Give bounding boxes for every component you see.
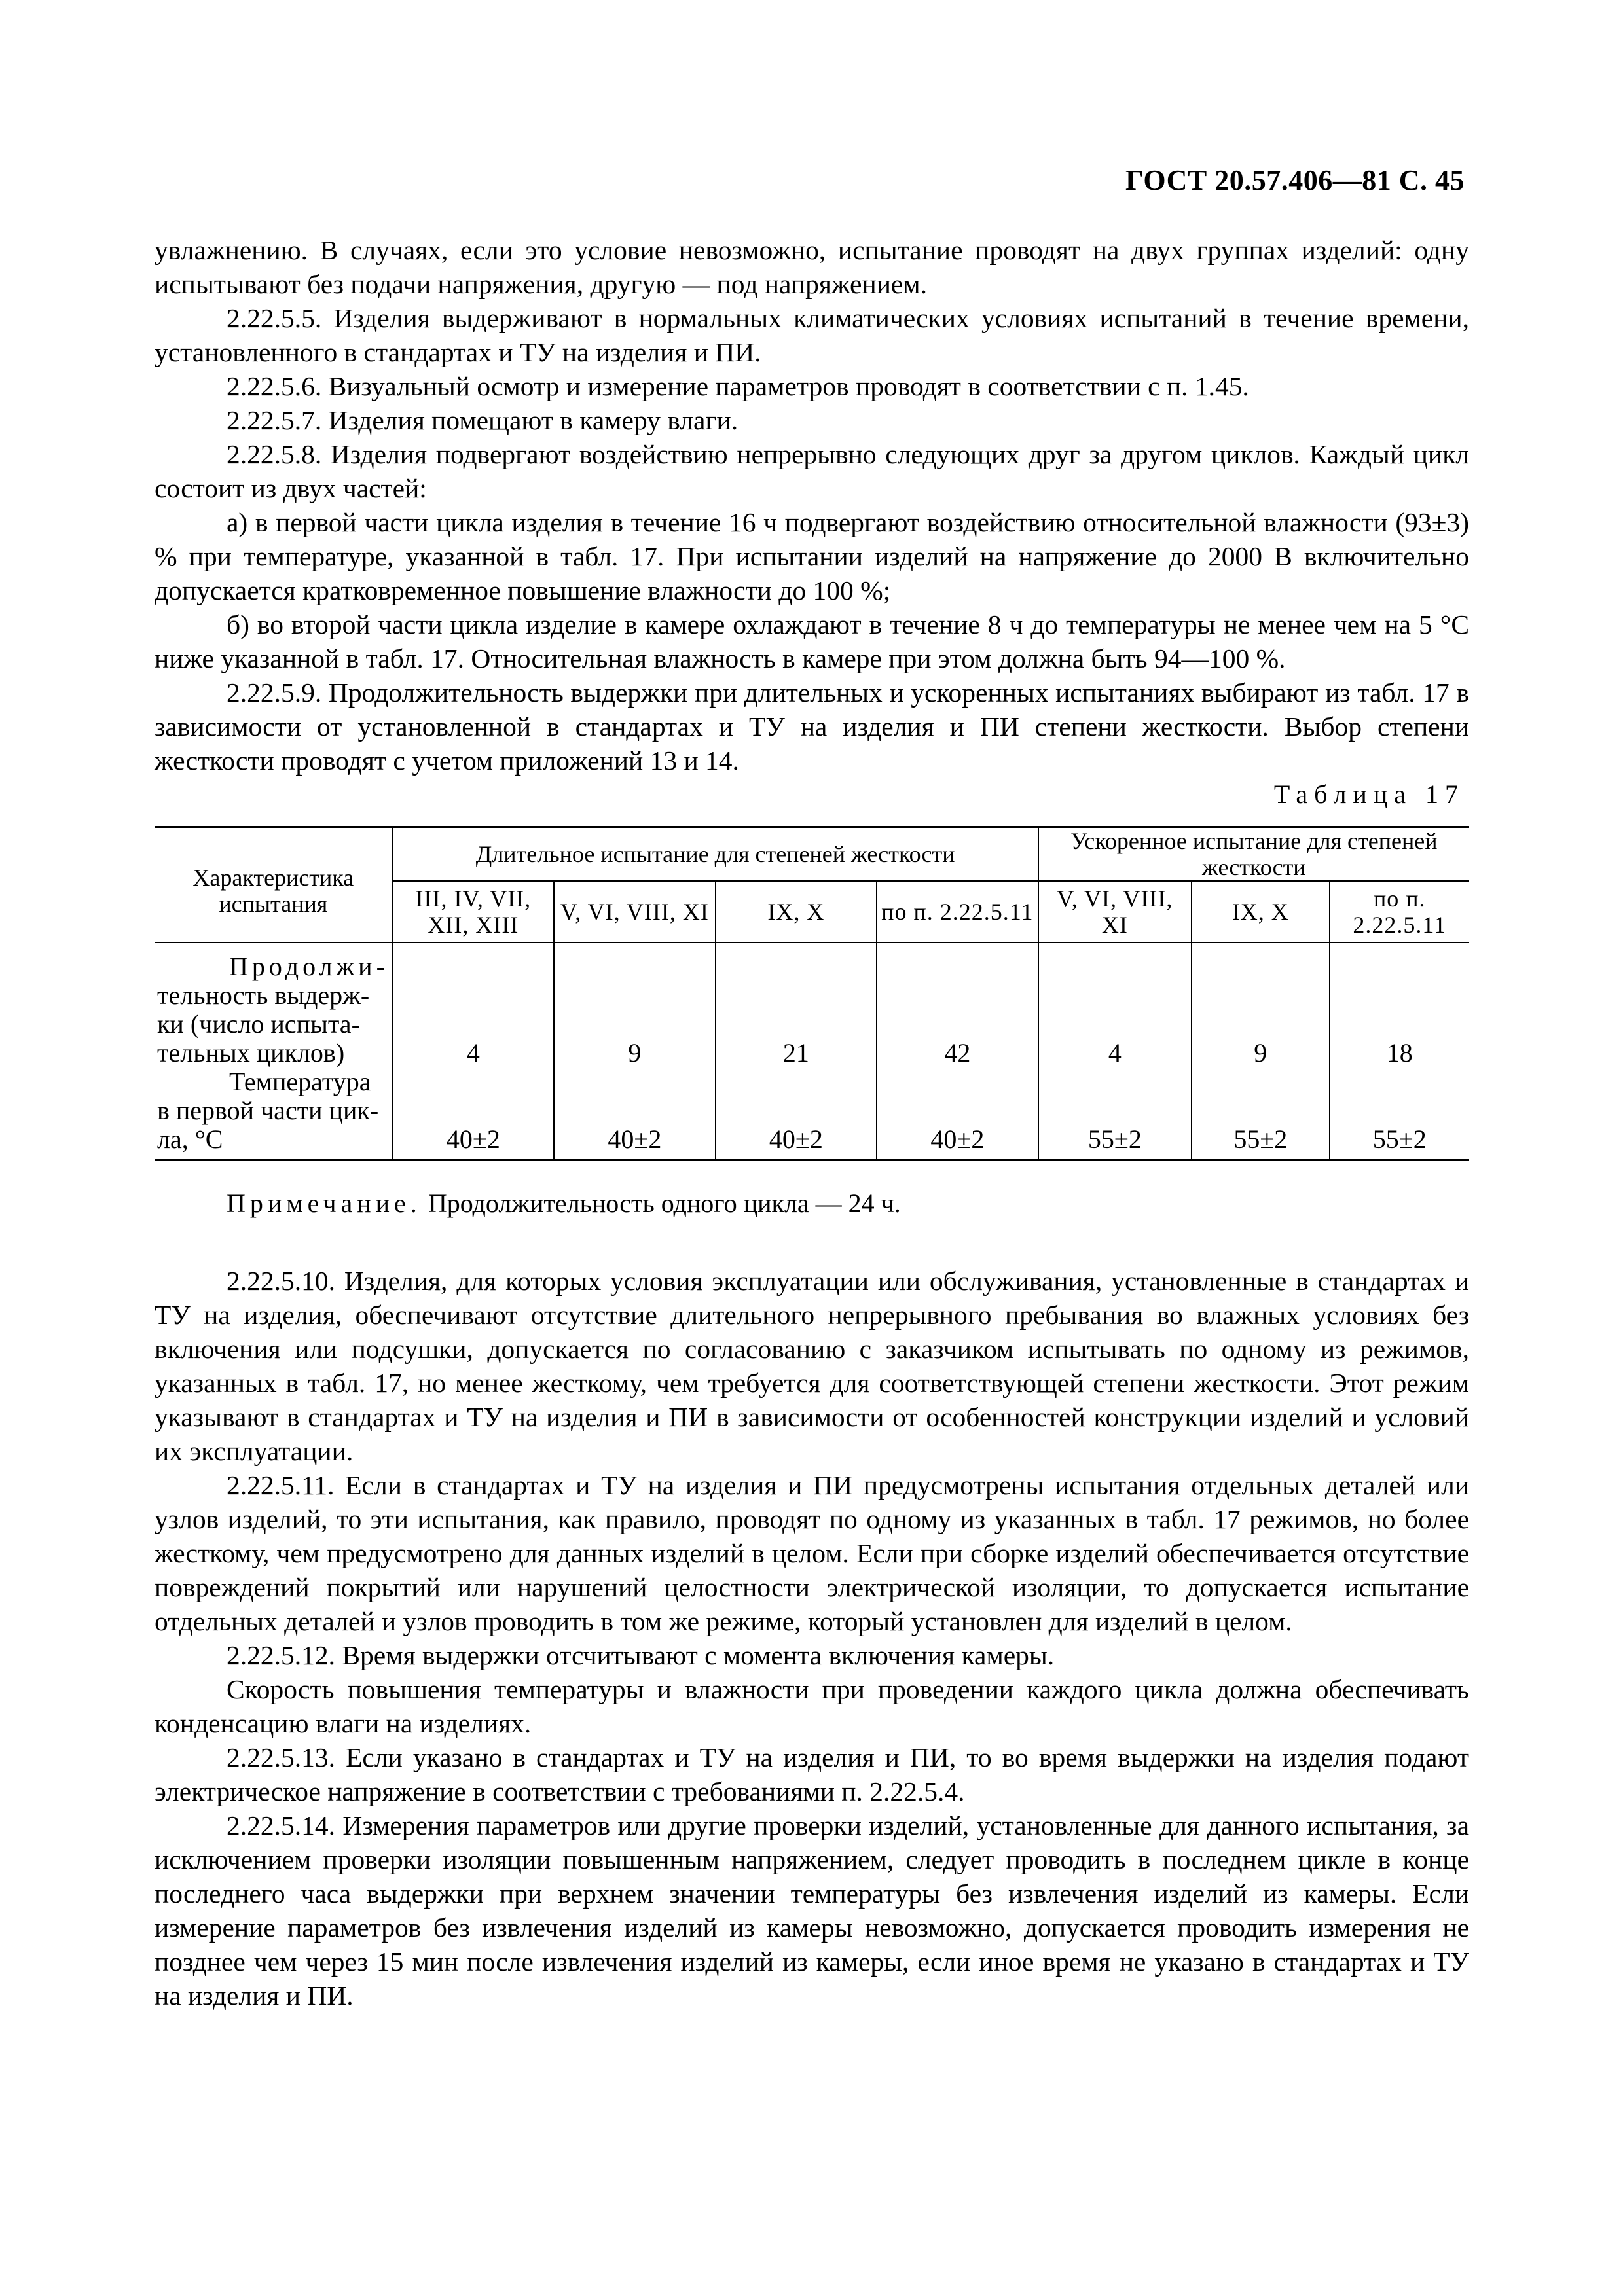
table-value-cell xyxy=(1038,942,1192,1160)
row1-label-first: Продолжи- xyxy=(229,952,389,981)
duration-value: 18 xyxy=(1386,1038,1413,1067)
temperature-value: 40±2 xyxy=(769,1124,823,1154)
row1-label-rest: тельность выдерж-ки (число испыта-тельных циклов) xyxy=(157,980,370,1067)
table-column-header: III, IV, VII, XII, XIII xyxy=(393,881,555,942)
table-column-header: IX, X xyxy=(1192,881,1329,942)
row2-label-first: Температура xyxy=(229,1067,371,1096)
table-column-header: V, VI, VIII, XI xyxy=(1038,881,1192,942)
table-group-fast: Ускоренное испытание для степеней жесткости xyxy=(1038,827,1469,882)
duration-value: 4 xyxy=(466,1038,480,1067)
table-value-cell xyxy=(393,942,555,1160)
paragraph: увлажнению. В случаях, если это условие невозможно, испытание проводят на двух группах изделий: одну испытывают без подачи напряжения, другую — под напряжением. xyxy=(155,235,1469,299)
duration-value: 42 xyxy=(944,1038,971,1067)
temperature-value: 55±2 xyxy=(1233,1124,1288,1154)
table-value-cell xyxy=(554,942,716,1160)
paragraph: 2.22.5.9. Продолжительность выдержки при длительных и ускоренных испытаниях выбирают из табл. 17 в зависимости от установленной в стандартах и ТУ на изделия и ПИ степени жесткости. Выбор степени жесткости проводят с учетом приложений 13 и 14. xyxy=(155,677,1469,776)
table-value-cell xyxy=(877,942,1038,1160)
temperature-value: 40±2 xyxy=(930,1124,985,1154)
paragraph: 2.22.5.10. Изделия, для которых условия эксплуатации или обслуживания, установленные в стандартах и ТУ на изделия, обеспечивают отсутствие длительного непрерывного пребывания во влажных условиях без включения или подсушки, допускается по согласованию с заказчиком испытывать по одному из режимов, указанных в табл. 17, но менее жесткому, чем требуется для соответствующей степени жесткости. Этот режим указывают в стандартах и ТУ на изделия и ПИ в зависимости от особенностей конструкции изделий и условий их эксплуатации. xyxy=(155,1266,1469,1466)
paragraph: 2.22.5.13. Если указано в стандартах и ТУ на изделия и ПИ, то во время выдержки на изделия подают электрическое напряжение в соответствии с требованиями п. 2.22.5.4. xyxy=(155,1742,1469,1806)
table-value-cell xyxy=(1330,942,1469,1160)
table-row-header-title: Характеристика испытания xyxy=(155,827,393,943)
paragraph: а) в первой части цикла изделия в течение 16 ч подвергают воздействию относительной влажности (93±3) % при температуре, указанной в табл. 17. При испытании изделий на напряжение до 2000 В включительно допускается кратковременное повышение влажности до 100 %; xyxy=(155,507,1469,605)
table-value-cell xyxy=(716,942,877,1160)
note-label: Примечание. xyxy=(227,1189,422,1218)
table-value-cell xyxy=(1192,942,1329,1160)
temperature-value: 40±2 xyxy=(608,1124,662,1154)
row2-label-rest: в первой части цик-ла, °С xyxy=(157,1096,379,1154)
paragraph: 2.22.5.8. Изделия подвергают воздействию непрерывно следующих друг за другом циклов. Каждый цикл состоит из двух частей: xyxy=(155,439,1469,503)
paragraph: 2.22.5.7. Изделия помещают в камеру влаги. xyxy=(227,405,739,435)
text-block-top xyxy=(155,233,1469,778)
note-text: Продолжительность одного цикла — 24 ч. xyxy=(421,1189,901,1218)
table-column-header: IX, X xyxy=(716,881,877,942)
paragraph: б) во второй части цикла изделие в камере охлаждают в течение 8 ч до температуры не менее чем на 5 °С ниже указанной в табл. 17. Относительная влажность в камере при этом должна быть 94—100 %. xyxy=(155,609,1469,673)
duration-value: 9 xyxy=(628,1038,642,1067)
duration-value: 4 xyxy=(1108,1038,1122,1067)
temperature-value: 55±2 xyxy=(1372,1124,1427,1154)
table-group-long: Длительное испытание для степеней жесткости xyxy=(393,827,1038,882)
text-block-bottom xyxy=(155,1264,1469,2013)
table-17 xyxy=(155,826,1469,1161)
temperature-value: 40±2 xyxy=(446,1124,500,1154)
table-column-header: V, VI, VIII, XI xyxy=(554,881,716,942)
table-note xyxy=(227,1188,901,1219)
duration-value: 9 xyxy=(1254,1038,1267,1067)
page-header: ГОСТ 20.57.406—81 С. 45 xyxy=(1125,164,1465,196)
paragraph: 2.22.5.12. Время выдержки отсчитывают с момента включения камеры. xyxy=(227,1640,1055,1670)
paragraph: 2.22.5.6. Визуальный осмотр и измерение параметров проводят в соответствии с п. 1.45. xyxy=(227,371,1249,401)
paragraph: 2.22.5.5. Изделия выдерживают в нормальных климатических условиях испытаний в течение времени, установленного в стандартах и ТУ на изделия и ПИ. xyxy=(155,303,1469,367)
paragraph: 2.22.5.11. Если в стандартах и ТУ на изделия и ПИ предусмотрены испытания отдельных деталей или узлов изделий, то эти испытания, как правило, проводят по одному из указанных в табл. 17 режимов, но более жесткому, чем предусмотрено для данных изделий в целом. Если при сборке изделий обеспечивается отсутствие повреждений покрытий или нарушений целостности электрической изоляции, то допускается испытание отдельных деталей и узлов проводить в том же режиме, который установлен для изделий в целом. xyxy=(155,1470,1469,1636)
paragraph: Скорость повышения температуры и влажности при проведении каждого цикла должна обеспечивать конденсацию влаги на изделиях. xyxy=(155,1674,1469,1738)
table-column-header: по п. 2.22.5.11 xyxy=(877,881,1038,942)
table-column-header: по п. 2.22.5.11 xyxy=(1330,881,1469,942)
table-caption: Таблица 17 xyxy=(1273,780,1465,809)
paragraph: 2.22.5.14. Измерения параметров или другие проверки изделий, установленные для данного испытания, за исключением проверки изоляции повышенным напряжением, следует проводить в последнем цикле в конце последнего часа выдержки при верхнем значении температуры без извлечения изделий из камеры. Если измерение параметров без извлечения изделий из камеры невозможно, допускается проводить измерения не позднее чем через 15 мин после извлечения изделий из камеры, если иное время не указано в стандартах и ТУ на изделия и ПИ. xyxy=(155,1810,1469,2011)
temperature-value: 55±2 xyxy=(1087,1124,1142,1154)
duration-value: 21 xyxy=(782,1038,809,1067)
table-row-label xyxy=(155,942,393,1160)
